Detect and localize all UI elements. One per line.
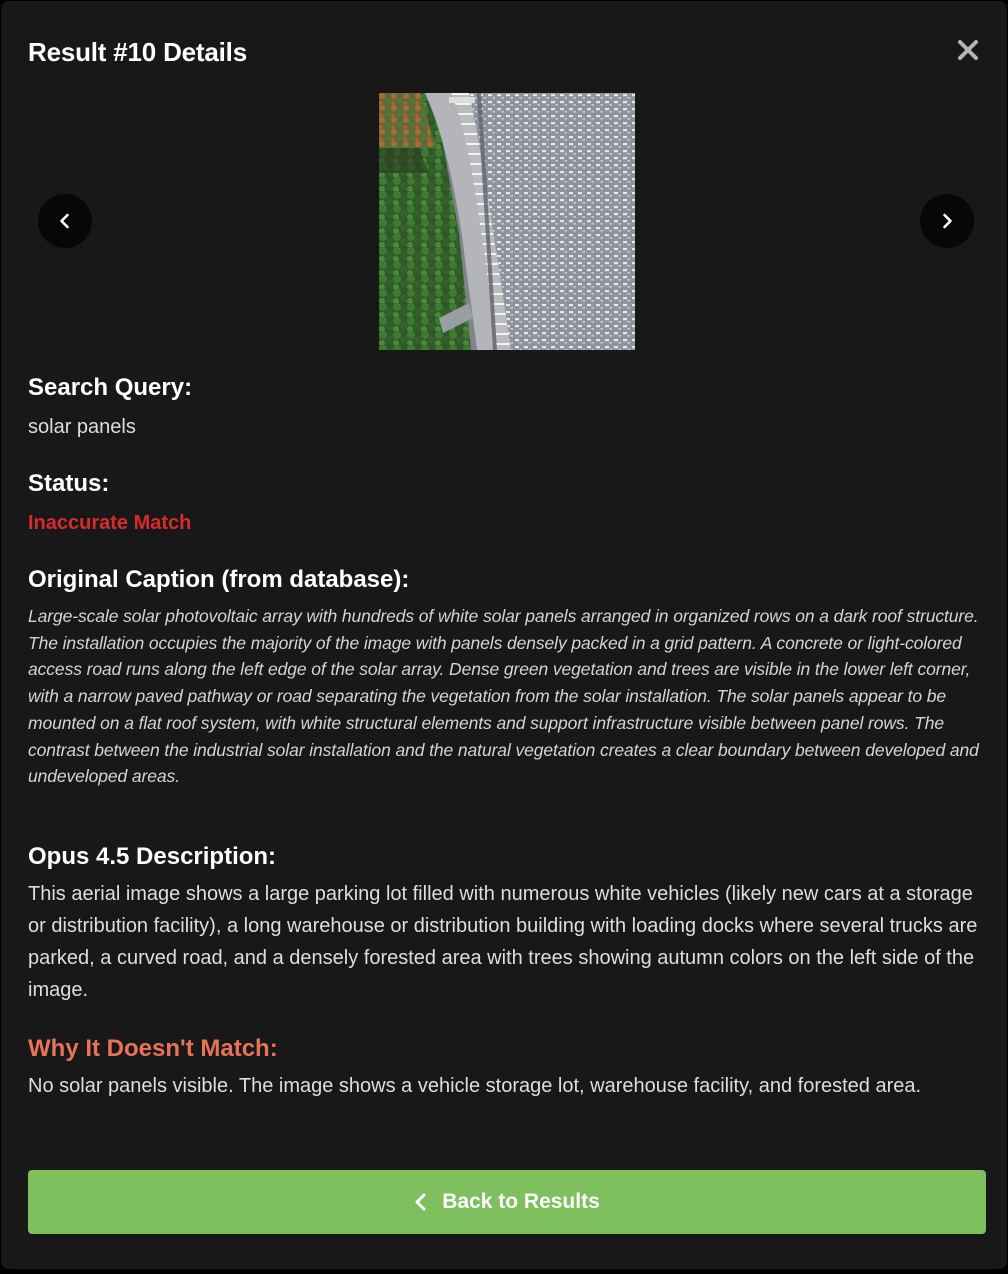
mismatch-section [28, 1034, 983, 1102]
search-query-value: solar panels [28, 416, 136, 438]
original-caption-text: Large-scale solar photovoltaic array with hundreds of white solar panels arranged in organized rows on a dark roof structure. The installation occupies the majority of the image with panels densely packed in a grid pattern. A concrete or light-colored access road runs along the left edge of the solar array. Dense green vegetation and trees are visible in the lower left corner, with a narrow paved pathway or road separating the vegetation from the solar installation. The solar panels appear to be mounted on a flat roof system, with white structural elements and support infrastructure visible between panel rows. The contrast between the industrial solar installation and the natural vegetation creates a clear boundary between developed and undeveloped areas. [28, 606, 979, 787]
status-value: Inaccurate Match [28, 512, 192, 534]
status-label: Status: [28, 470, 110, 497]
back-to-results-label: Back to Results [442, 1190, 600, 1213]
image-carousel [1, 93, 1007, 350]
opus-description-text: This aerial image shows a large parking lot filled with numerous white vehicles (likely new cars at a storage or distribution facility), a long warehouse or distribution building with loading docks where several trucks are parked, a curved road, and a densely forested area with trees showing autumn colors on the left side of the image. [28, 883, 978, 1001]
chevron-left-icon [414, 1193, 428, 1211]
search-query-label: Search Query: [28, 374, 193, 401]
chevron-right-icon [938, 212, 956, 230]
mismatch-text: No solar panels visible. The image shows a vehicle storage lot, warehouse facility, and forested area. [28, 1075, 922, 1097]
mismatch-label: Why It Doesn't Match: [28, 1035, 278, 1062]
chevron-left-icon [56, 212, 74, 230]
next-image-button[interactable] [920, 194, 974, 248]
opus-description-section [28, 842, 983, 1006]
previous-image-button[interactable] [38, 194, 92, 248]
close-button[interactable] [951, 33, 985, 67]
original-caption-label: Original Caption (from database): [28, 566, 410, 593]
original-caption-section [28, 565, 983, 790]
status-section [28, 469, 983, 537]
close-icon [956, 38, 980, 62]
opus-description-label: Opus 4.5 Description: [28, 843, 277, 870]
result-image [379, 93, 635, 350]
back-to-results-button[interactable] [28, 1170, 986, 1234]
modal-title: Result #10 Details [28, 37, 247, 67]
aerial-image-thumbnail [379, 93, 635, 350]
result-details-modal [1, 1, 1007, 1269]
search-query-section [28, 373, 983, 441]
